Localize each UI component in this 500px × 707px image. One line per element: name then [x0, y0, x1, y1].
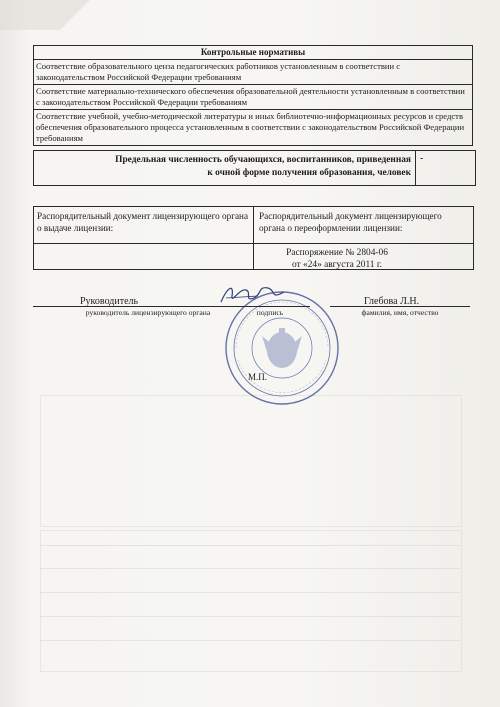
corner-shading [0, 0, 500, 30]
order-date: от «24» августа 2011 г. [292, 260, 382, 270]
signatory-position-caption: руководитель лицензирующего органа [33, 306, 263, 317]
bleed-through-table-lower [40, 530, 462, 672]
quota-label-line: к очной форме получения образования, человек [207, 168, 411, 178]
quota-label [34, 151, 416, 185]
stamp-place-label: М.П. [248, 372, 268, 382]
signatory-position: Руководитель [80, 296, 139, 307]
norms-heading: Контрольные нормативы [34, 46, 473, 60]
quota-label-line: Предельная численность обучающихся, воспитанников, приведенная [115, 155, 411, 165]
bleed-through-table [40, 395, 462, 527]
bleed-line [40, 545, 460, 546]
order-reference [257, 247, 417, 271]
signature-caption: подпись [230, 306, 310, 317]
norms-row: Соответствие образовательного ценза педагогических работников установленным в соответствии с законодательством Российской Федерации требованиям [34, 60, 473, 85]
bleed-line [40, 568, 460, 569]
signatory-name: Глебова Л.Н. [364, 296, 420, 307]
order-number: Распоряжение № 2804-06 [286, 248, 388, 258]
reissue-order-label: Распорядительный документ лицензирующего органа о переоформлении лицензии: [259, 211, 442, 233]
orders-box [33, 206, 474, 270]
norms-row: Соответствие материально-технического обеспечения образовательной деятельности установленным в соответствии с законодательством Российской Федерации требованиям [34, 85, 473, 110]
student-quota-box [33, 150, 476, 186]
control-norms-table [33, 45, 473, 146]
norms-row: Соответствие учебной, учебно-методической литературы и иных библиотечно-информационных ресурсов и средств обеспечения образовательного процесса установленным в соответствии с законодательством Российской Федерации требованиям [34, 110, 473, 146]
orders-divider [34, 243, 473, 244]
signatory-name-caption: фамилия, имя, отчество [330, 306, 470, 317]
quota-value: - [420, 153, 424, 164]
bleed-line [40, 640, 460, 641]
bleed-line [40, 616, 460, 617]
issue-order-label: Распорядительный документ лицензирующего органа о выдаче лицензии: [34, 207, 254, 269]
bleed-line [40, 592, 460, 593]
